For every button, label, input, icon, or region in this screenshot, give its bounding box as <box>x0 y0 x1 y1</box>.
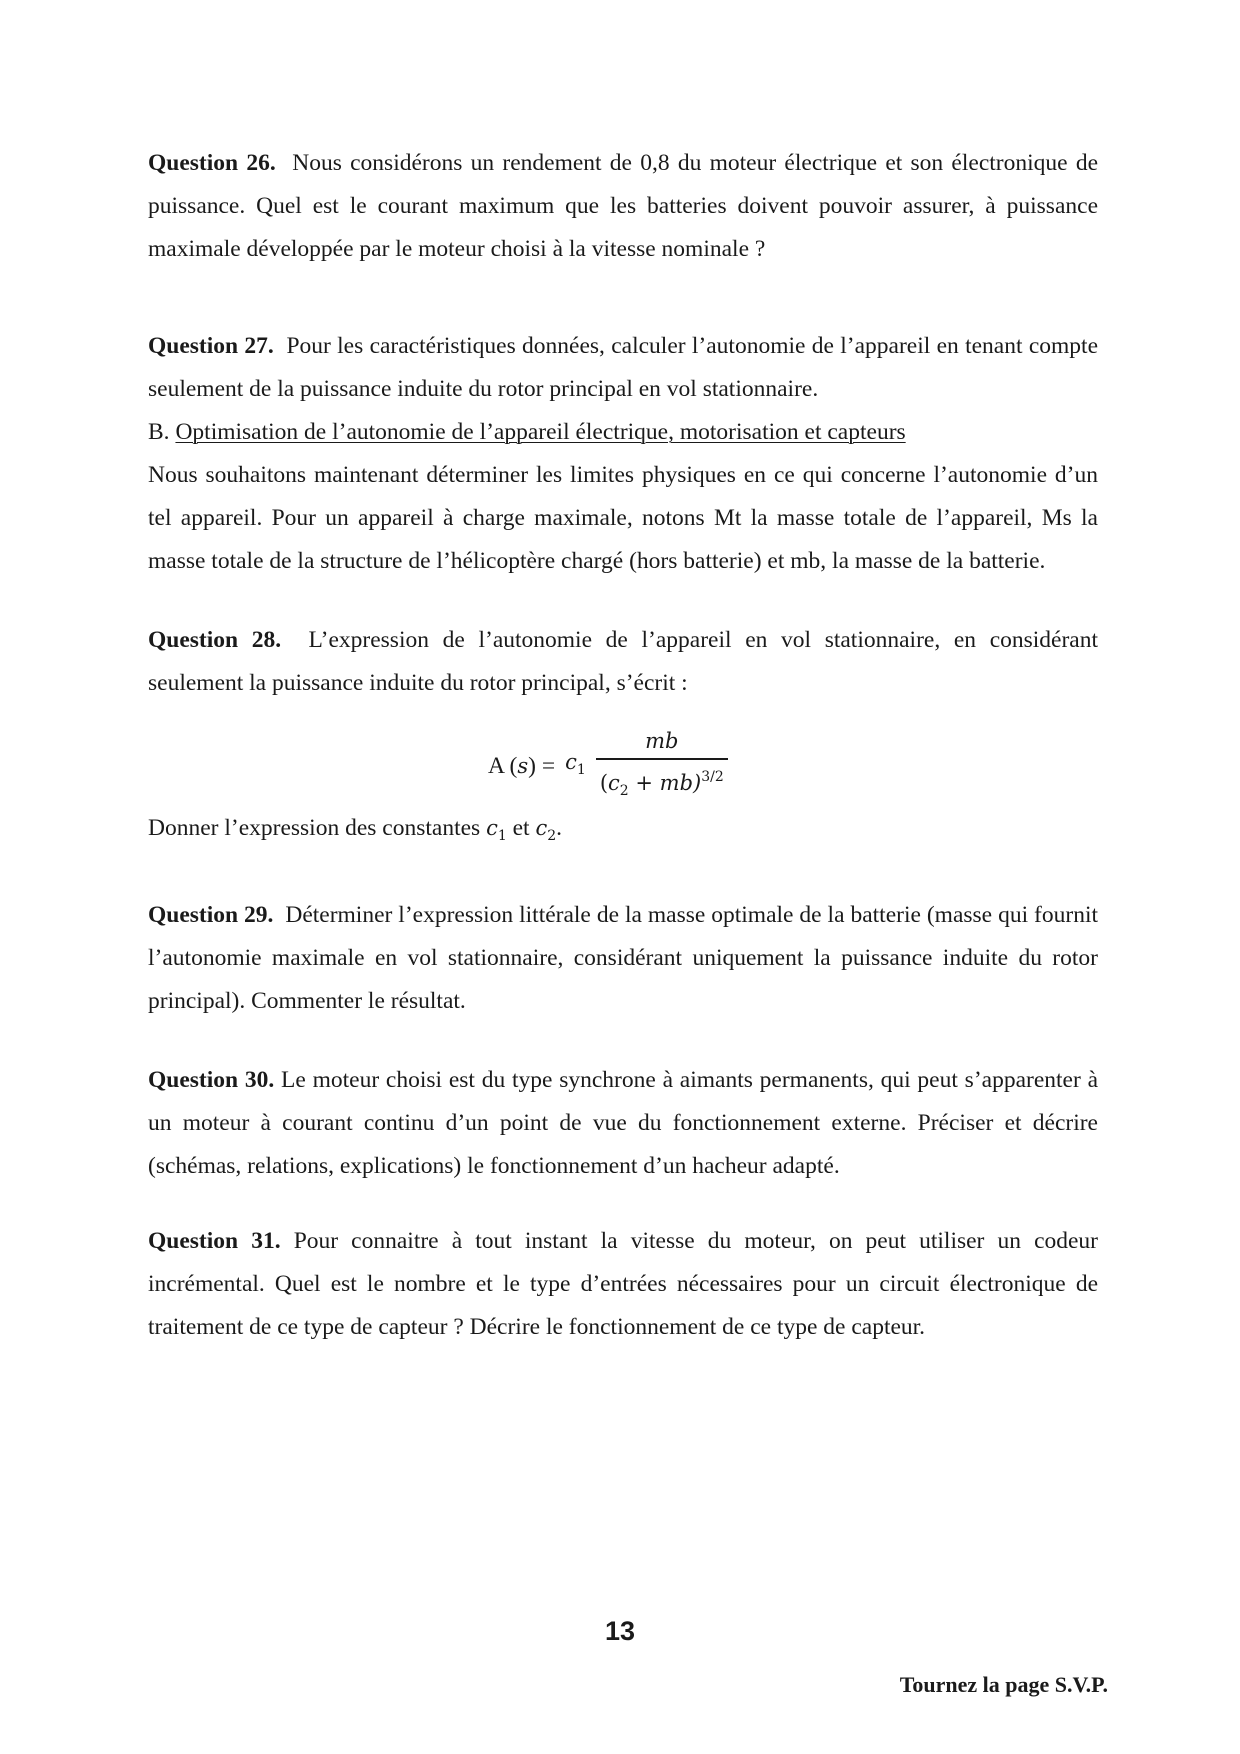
constant-c2: c <box>535 816 548 840</box>
question-label: Question 31. <box>148 1228 281 1254</box>
constants-middle: et <box>506 815 536 841</box>
fraction-denominator <box>596 760 728 806</box>
question-28 <box>148 619 1098 705</box>
formula-coefficient <box>565 741 586 792</box>
section-title-text: Optimisation de l’autonomie de l’appareil électrique, motorisation et capteurs <box>175 419 906 445</box>
section-b-title <box>148 411 1098 454</box>
formula-lhs-var: s <box>517 753 529 778</box>
question-label: Question 27. <box>148 333 274 359</box>
question-label: Question 26. <box>148 150 276 176</box>
den-exponent: 3/2 <box>701 768 724 785</box>
coef-subscript: 1 <box>576 761 586 778</box>
question-text: Pour connaitre à tout instant la vitesse du moteur, on peut utiliser un codeur incrémental. Quel est le nombre et le type d’entrées nécessaires pour un circuit électronique de traitement de ce type de capteur ? Décrire le fonctionnement de ce type de capteur. <box>148 1228 1098 1340</box>
question-label: Question 29. <box>148 902 274 928</box>
formula-lhs <box>488 745 555 788</box>
question-29 <box>148 894 1098 1023</box>
question-27 <box>148 325 1098 411</box>
constants-before: Donner l’expression des constantes <box>148 815 487 841</box>
autonomy-formula <box>148 729 1098 803</box>
constants-after: . <box>556 815 563 841</box>
den-var: c <box>608 770 620 795</box>
page-content <box>148 142 1098 1349</box>
constants-sentence <box>148 807 1098 858</box>
den-plus: + mb) <box>628 770 702 795</box>
section-b-intro: Nous souhaitons maintenant déterminer les limites physiques en ce qui concerne l’autonomie d’un tel appareil. Pour un appareil à charge maximale, notons Mt la masse totale de l’appareil, Ms la masse totale de la structure de l’hélicoptère chargé (hors batterie) et mb, la masse de la batterie. <box>148 462 1098 574</box>
den-subscript: 2 <box>619 782 629 799</box>
question-text: Pour les caractéristiques données, calculer l’autonomie de l’appareil en tenant compte seulement de la puissance induite du rotor principal en vol stationnaire. <box>148 333 1098 402</box>
question-text: Déterminer l’expression littérale de la masse optimale de la batterie (masse qui fournit l’autonomie maximale en vol stationnaire, considérant uniquement la puissance induite du rotor principal). Commenter le résultat. <box>148 902 1099 1014</box>
question-text: Nous considérons un rendement de 0,8 du moteur électrique et son électronique de puissance. Quel est le courant maximum que les batteries doivent pouvoir assurer, à puissance maximale développée par le moteur choisi à la vitesse nominale ? <box>148 150 1098 262</box>
constant-c2-sub: 2 <box>547 828 557 844</box>
den-open: ( <box>599 770 609 795</box>
question-30 <box>148 1059 1098 1188</box>
question-label: Question 30. <box>148 1067 275 1093</box>
formula-lhs-prefix: A ( <box>488 752 518 779</box>
fraction-numerator: mb <box>645 729 679 754</box>
question-label: Question 28. <box>148 627 282 653</box>
coef-symbol: c <box>565 749 577 774</box>
constant-c1-sub: 1 <box>497 828 507 844</box>
turn-page-note: Tournez la page S.V.P. <box>899 1672 1108 1697</box>
formula-lhs-suffix: ) = <box>528 752 556 779</box>
section-prefix: B. <box>148 419 176 445</box>
page-number: 13 <box>604 1616 636 1646</box>
formula-fraction <box>596 726 728 806</box>
question-text: L’expression de l’autonomie de l’appareil en vol stationnaire, en considérant seulement la puissance induite du rotor principal, s’écrit : <box>148 627 1099 696</box>
question-31 <box>148 1220 1098 1349</box>
constant-c1: c <box>486 816 498 840</box>
question-26 <box>148 142 1098 271</box>
question-text: Le moteur choisi est du type synchrone à aimants permanents, qui peut s’apparenter à un moteur à courant continu d’un point de vue du fonctionnement externe. Préciser et décrire (schémas, relations, explications) le fonctionnement d’un hacheur adapté. <box>148 1067 1098 1179</box>
formula-expression <box>488 729 728 803</box>
